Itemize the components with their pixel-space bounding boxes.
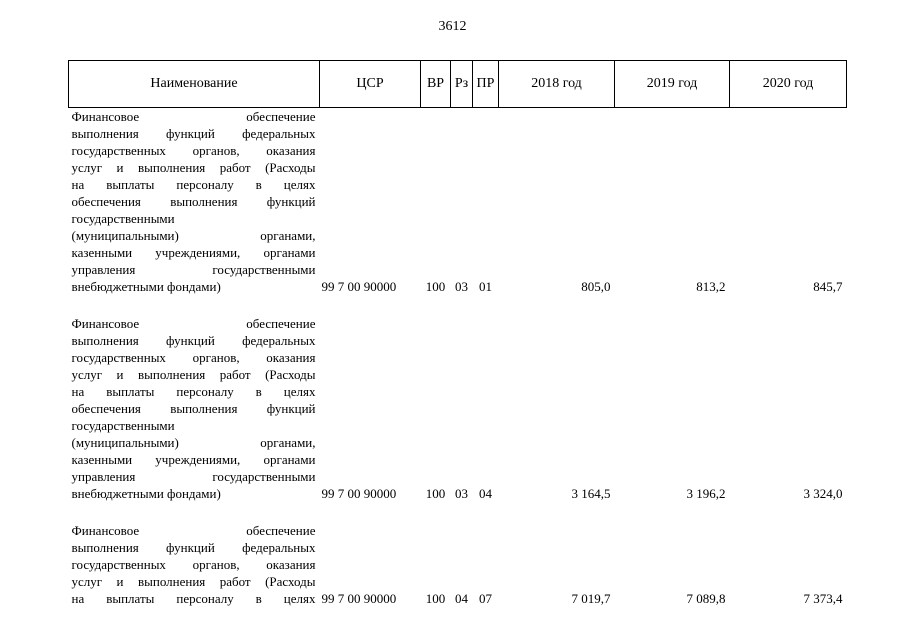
- row-rz-cell: 03: [455, 279, 468, 294]
- name-line: услуг и выполнения работ (Расходы: [71, 574, 316, 589]
- name-line: на выплаты персоналу в целях: [71, 177, 316, 192]
- name-line: услуг и выполнения работ (Расходы: [71, 160, 316, 175]
- name-line: государственных органов, оказания: [71, 143, 316, 158]
- row-2019-cell: 3 196,2: [686, 486, 726, 501]
- header-csr: ЦСР: [320, 61, 421, 108]
- row-rz-cell: 03: [455, 486, 468, 501]
- header-rz: Рз: [451, 61, 473, 108]
- header-pr: ПР: [473, 61, 499, 108]
- name-line: выполнения функций федеральных: [71, 126, 316, 141]
- header-2018: 2018 год: [499, 61, 615, 108]
- table-body: [69, 108, 847, 608]
- header-name: Наименование: [69, 61, 320, 108]
- name-line: выполнения функций федеральных: [71, 540, 316, 555]
- name-line: Финансовое обеспечение: [71, 523, 316, 538]
- row-2018-cell: 805,0: [581, 279, 611, 294]
- name-line: управления государственными: [71, 262, 316, 277]
- row-pr-cell: 04: [479, 486, 492, 501]
- name-line: внебюджетными фондами): [71, 279, 221, 294]
- header-2020: 2020 год: [730, 61, 847, 108]
- name-line: государственных органов, оказания: [71, 350, 316, 365]
- row-vr-cell: 100: [425, 486, 446, 501]
- row-2019-cell: 7 089,8: [686, 591, 726, 606]
- table-header-row: [69, 61, 847, 108]
- budget-table: [68, 60, 847, 607]
- row-2018-cell: 7 019,7: [571, 591, 611, 606]
- row-name-cell: [69, 315, 320, 502]
- row-pr-cell: 01: [479, 279, 492, 294]
- name-line: казенными учреждениями, органами: [71, 245, 316, 260]
- name-line: государственных органов, оказания: [71, 557, 316, 572]
- name-line: внебюджетными фондами): [71, 486, 221, 501]
- row-vr-cell: 100: [425, 279, 446, 294]
- name-line: Финансовое обеспечение: [71, 316, 316, 331]
- row-2020-cell: 3 324,0: [803, 486, 843, 501]
- row-csr-cell: 99 7 00 90000: [321, 486, 397, 501]
- name-line: государственными: [71, 418, 175, 433]
- row-name-cell: [69, 522, 320, 607]
- name-line: обеспечения выполнения функций: [71, 401, 316, 416]
- name-line: казенными учреждениями, органами: [71, 452, 316, 467]
- name-line: Финансовое обеспечение: [71, 109, 316, 124]
- name-line: (муниципальными) органами,: [71, 228, 316, 243]
- table-row: [69, 108, 847, 296]
- row-pr-cell: 07: [479, 591, 492, 606]
- name-line: государственными: [71, 211, 175, 226]
- row-spacer: [69, 295, 847, 315]
- table-row: [69, 522, 847, 607]
- row-spacer: [69, 502, 847, 522]
- row-name-cell: [69, 108, 320, 296]
- name-line: на выплаты персоналу в целях: [71, 591, 316, 606]
- name-line: услуг и выполнения работ (Расходы: [71, 367, 316, 382]
- page-number: 3612: [438, 19, 467, 34]
- header-vr: ВР: [421, 61, 451, 108]
- row-2020-cell: 7 373,4: [803, 591, 843, 606]
- row-2018-cell: 3 164,5: [571, 486, 611, 501]
- table-row: [69, 315, 847, 502]
- row-rz-cell: 04: [455, 591, 468, 606]
- name-line: (муниципальными) органами,: [71, 435, 316, 450]
- row-csr-cell: 99 7 00 90000: [321, 279, 397, 294]
- row-2020-cell: 845,7: [813, 279, 843, 294]
- row-vr-cell: 100: [425, 591, 446, 606]
- header-2019: 2019 год: [615, 61, 730, 108]
- row-2019-cell: 813,2: [696, 279, 726, 294]
- name-line: управления государственными: [71, 469, 316, 484]
- name-line: выполнения функций федеральных: [71, 333, 316, 348]
- name-line: на выплаты персоналу в целях: [71, 384, 316, 399]
- row-csr-cell: 99 7 00 90000: [321, 591, 397, 606]
- name-line: обеспечения выполнения функций: [71, 194, 316, 209]
